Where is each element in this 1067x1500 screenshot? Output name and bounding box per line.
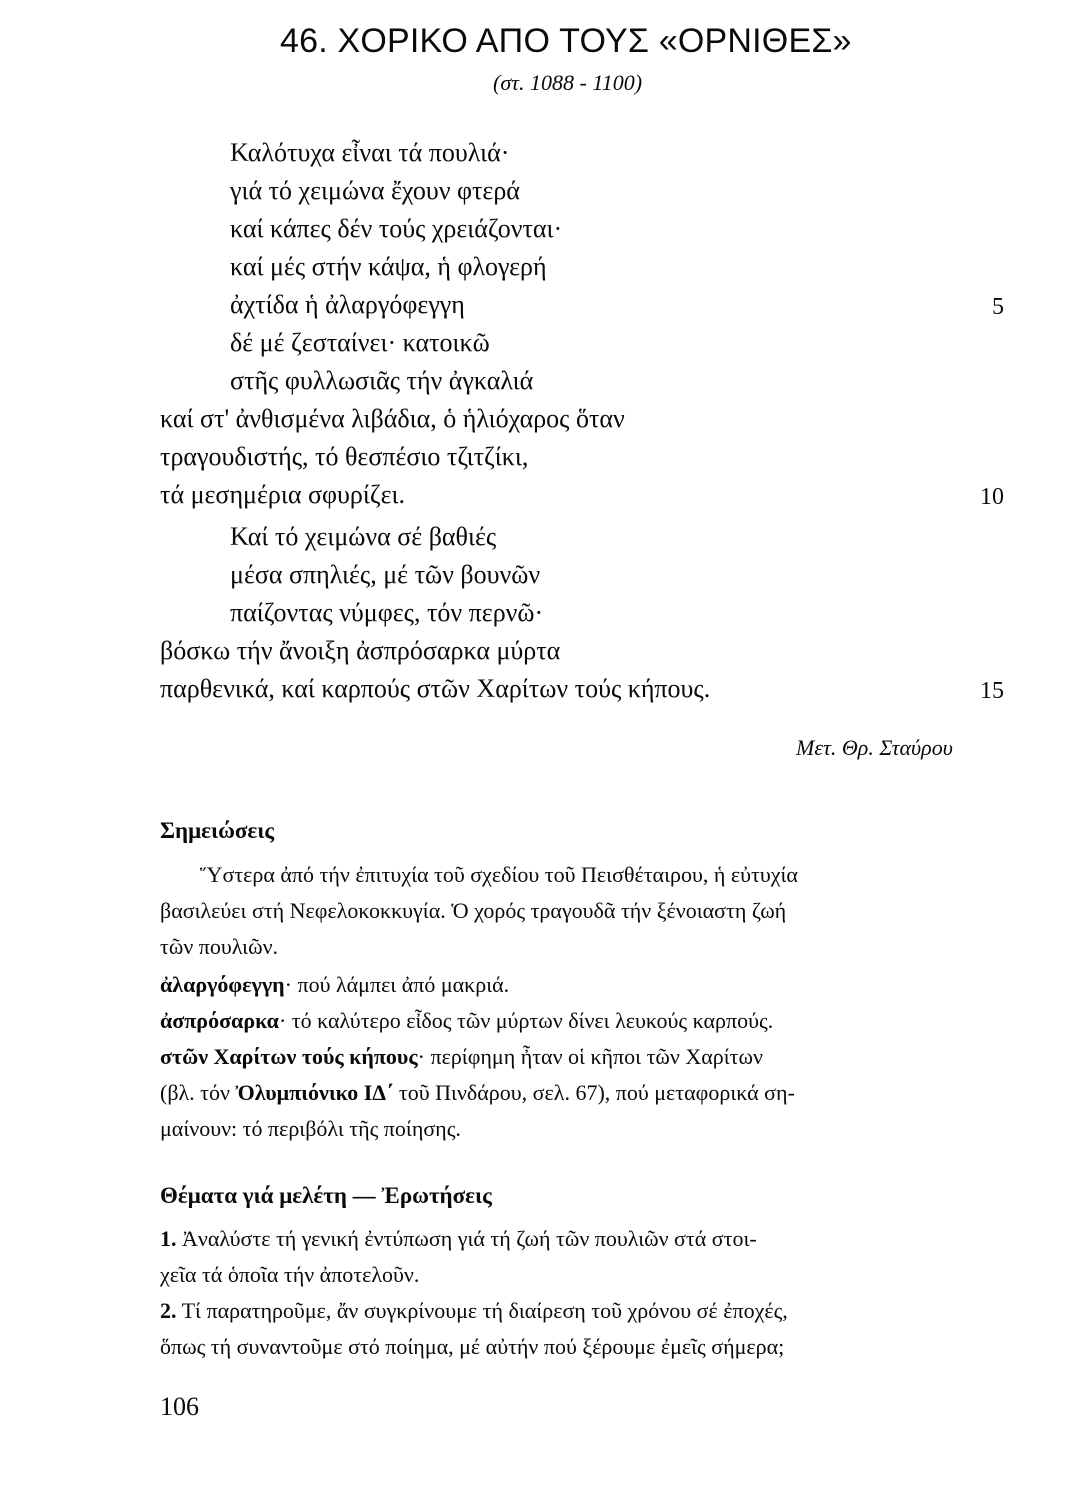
- gloss-entry: [160, 1040, 763, 1074]
- poem-line: καί μές στήν κάψα, ἡ φλογερή: [230, 252, 547, 281]
- poem-line: τά μεσημέρια σφυρίζει.: [160, 480, 406, 509]
- poem-line: στῆς φυλλωσιᾶς τήν ἀγκαλιά: [230, 366, 534, 395]
- gloss-text: (βλ. τόν: [160, 1080, 236, 1105]
- poem-line: παρθενικά, καί καρπούς στῶν Χαρίτων τούς κήπους.: [160, 674, 711, 703]
- poem-line: παίζοντας νύμφες, τόν περνῶ·: [230, 598, 544, 627]
- gloss-continuation: [160, 1076, 795, 1110]
- notes-heading: Σημειώσεις: [160, 818, 275, 843]
- notes-intro-line: Ὕστερα ἀπό τήν ἐπιτυχία τοῦ σχεδίου τοῦ Πεισθέταιρου, ἡ εὐτυχία: [200, 862, 798, 887]
- gloss-entry: [160, 968, 509, 1002]
- gloss-term: ἀσπρόσαρκα: [160, 1008, 279, 1033]
- questions-heading: Θέματα γιά μελέτη — Ἐρωτήσεις: [160, 1183, 492, 1208]
- poem-line: Καλότυχα εἶναι τά πουλιά·: [230, 138, 510, 167]
- line-number: 15: [980, 678, 1004, 704]
- notes-intro-line: τῶν πουλιῶν.: [160, 934, 279, 959]
- chapter-title: 46. ΧΟΡΙΚΟ ΑΠΟ ΤΟΥΣ «ΟΡΝΙΘΕΣ»: [280, 22, 852, 60]
- question-continuation: ὅπως τή συναντοῦμε στό ποίημα, μέ αὐτήν πού ξέρουμε ἐμεῖς σήμερα;: [160, 1334, 785, 1359]
- gloss-definition: · περίφημη ἦταν οἱ κῆποι τῶν Χαρίτων: [417, 1044, 763, 1069]
- poem-line: καί κάπες δέν τούς χρειάζονται·: [230, 214, 563, 243]
- page-number: 106: [160, 1392, 199, 1421]
- question-number: 2.: [160, 1298, 177, 1323]
- question-number: 1.: [160, 1226, 177, 1251]
- notes-intro-line: βασιλεύει στή Νεφελοκοκκυγία. Ὁ χορός τραγουδᾶ τήν ξένοιαστη ζωή: [160, 898, 787, 923]
- gloss-definition: · πού λάμπει ἀπό μακριά.: [284, 972, 510, 997]
- poem-line: βόσκω τήν ἄνοιξη ἀσπρόσαρκα μύρτα: [160, 636, 561, 665]
- question-continuation: χεῖα τά ὁποῖα τήν ἀποτελοῦν.: [160, 1262, 420, 1287]
- verse-range: (στ. 1088 - 1100): [493, 70, 643, 95]
- question-item: [160, 1222, 757, 1256]
- question-text: Ἀναλύστε τή γενική ἐντύπωση γιά τή ζωή τῶν πουλιῶν στά στοι-: [176, 1226, 757, 1251]
- line-number: 10: [980, 484, 1004, 510]
- poem-line: ἀχτίδα ἡ ἀλαργόφεγγη: [230, 290, 465, 319]
- reference-title: Ὀλυμπιόνικο ΙΔ΄: [235, 1080, 394, 1105]
- line-number: 5: [992, 294, 1004, 320]
- poem-line: Καί τό χειμώνα σέ βαθιές: [230, 522, 497, 551]
- gloss-continuation: μαίνουν: τό περιβόλι τῆς ποίησης.: [160, 1116, 461, 1141]
- gloss-definition: · τό καλύτερο εἶδος τῶν μύρτων δίνει λευκούς καρπούς.: [278, 1008, 774, 1033]
- translator-credit: Μετ. Θρ. Σταύρου: [796, 735, 953, 760]
- gloss-term: στῶν Χαρίτων τούς κήπους: [160, 1044, 418, 1069]
- poem-line: καί στ' ἀνθισμένα λιβάδια, ὁ ἡλιόχαρος ὅταν: [160, 404, 625, 433]
- gloss-term: ἀλαργόφεγγη: [160, 972, 285, 997]
- gloss-text: τοῦ Πινδάρου, σελ. 67), πού μεταφορικά ση-: [393, 1080, 795, 1105]
- poem-line: τραγουδιστής, τό θεσπέσιο τζιτζίκι,: [160, 442, 529, 471]
- question-text: Τί παρατηροῦμε, ἄν συγκρίνουμε τή διαίρεση τοῦ χρόνου σέ ἐποχές,: [176, 1298, 788, 1323]
- question-item: [160, 1294, 788, 1328]
- poem-line: μέσα σπηλιές, μέ τῶν βουνῶν: [230, 560, 541, 589]
- poem-line: δέ μέ ζεσταίνει· κατοικῶ: [230, 328, 490, 357]
- poem-line: γιά τό χειμώνα ἔχουν φτερά: [230, 176, 520, 205]
- gloss-entry: [160, 1004, 773, 1038]
